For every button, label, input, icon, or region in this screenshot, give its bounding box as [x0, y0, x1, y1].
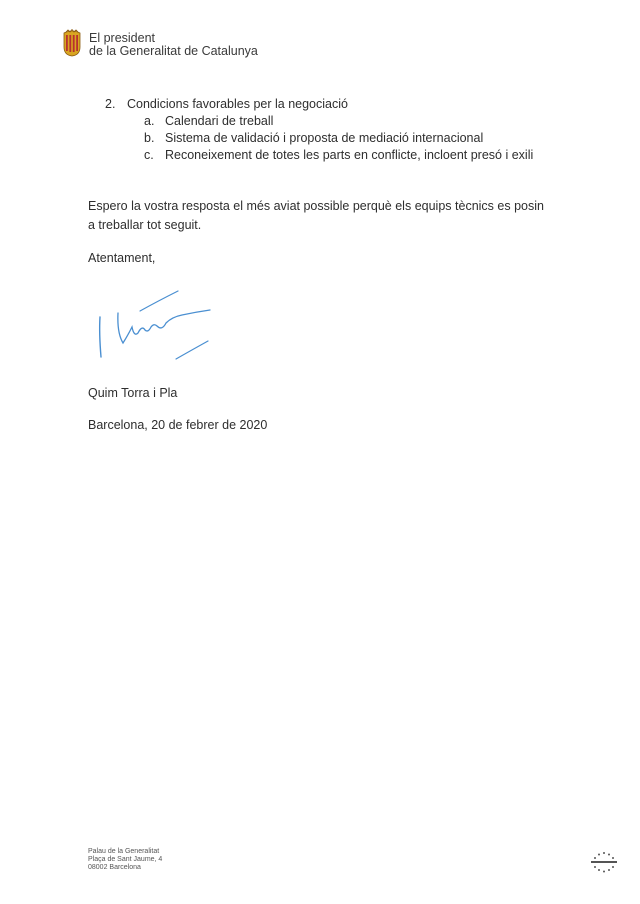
- generalitat-seal-icon: [62, 29, 82, 57]
- sub-item-letter: b.: [144, 131, 155, 145]
- footer-stars-logo-icon: [588, 850, 620, 874]
- sub-item-letter: c.: [144, 148, 154, 162]
- signatory-name: Quim Torra i Pla: [88, 386, 178, 400]
- body-paragraph: Espero la vostra resposta el més aviat possible perquè els equips tècnics es posin a treballar tot seguit.: [88, 199, 544, 232]
- list-item-number: 2.: [105, 97, 116, 111]
- letterhead-line-1: El president: [89, 31, 156, 45]
- footer-line-2: Plaça de Sant Jaume, 4: [88, 856, 163, 863]
- letterhead-line-2: de la Generalitat de Catalunya: [89, 44, 258, 58]
- place-and-date: Barcelona, 20 de febrer de 2020: [88, 418, 268, 432]
- closing: Atentament,: [88, 251, 156, 265]
- sub-item-text: Calendari de treball: [165, 114, 274, 128]
- sub-item-letter: a.: [144, 114, 155, 128]
- footer-line-3: 08002 Barcelona: [88, 864, 141, 871]
- sub-item-text: Sistema de validació i proposta de mediació internacional: [165, 131, 484, 145]
- footer-line-1: Palau de la Generalitat: [88, 848, 160, 855]
- sub-item-a: [144, 113, 273, 130]
- footer-address: [88, 848, 162, 872]
- handwritten-signature: [92, 285, 222, 365]
- letterhead: [62, 29, 258, 58]
- list-item-2: [105, 96, 348, 113]
- sub-item-c: [144, 147, 533, 164]
- sub-item-b: [144, 130, 483, 147]
- list-item-text: Condicions favorables per la negociació: [127, 97, 348, 111]
- sub-item-text: Reconeixement de totes les parts en conflicte, incloent presó i exili: [165, 148, 534, 162]
